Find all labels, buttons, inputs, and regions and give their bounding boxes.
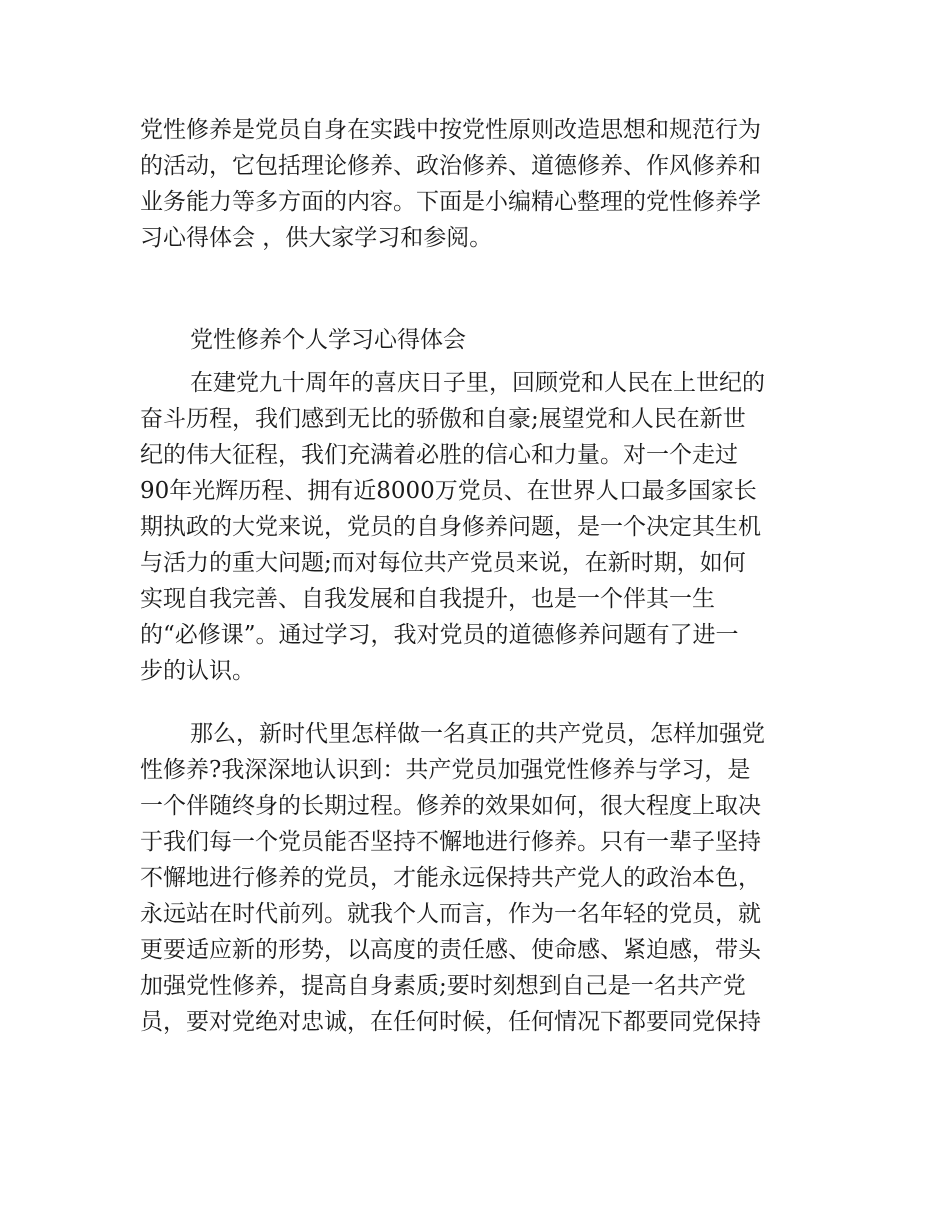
paragraph-line: 更要适应新的形势，以高度的责任感、使命感、紧迫感，带头 bbox=[140, 937, 761, 963]
paragraph-line: 奋斗历程，我们感到无比的骄傲和自豪;展望党和人民在新世 bbox=[140, 406, 746, 432]
paragraph-line: 90年光辉历程、拥有近8000万党员、在世界人口最多国家长 bbox=[140, 478, 757, 504]
paragraph-line: 加强党性修养，提高自身素质;要时刻想到自己是一名共产党 bbox=[140, 973, 746, 999]
section-title-block bbox=[140, 322, 820, 358]
intro-line: 党性修养是党员自身在实践中按党性原则改造思想和规范行为 bbox=[140, 117, 761, 143]
paragraph-line: 不懈地进行修养的党员，才能永远保持共产党人的政治本色， bbox=[140, 865, 761, 891]
paragraph-line: 永远站在时代前列。就我个人而言，作为一名年轻的党员，就 bbox=[140, 901, 761, 927]
paragraph-2 bbox=[140, 716, 820, 1040]
paragraph-line: 纪的伟大征程，我们充满着必胜的信心和力量。对一个走过 bbox=[140, 442, 738, 468]
paragraph-1 bbox=[140, 365, 820, 689]
intro-line: 业务能力等多方面的内容。下面是小编精心整理的党性修养学 bbox=[140, 189, 761, 215]
paragraph-line: 期执政的大党来说，党员的自身修养问题，是一个决定其生机 bbox=[140, 514, 761, 540]
paragraph-line: 与活力的重大问题;而对每位共产党员来说，在新时期，如何 bbox=[140, 550, 746, 576]
paragraph-line: 在建党九十周年的喜庆日子里，回顾党和人民在上世纪的 bbox=[190, 370, 765, 396]
paragraph-line: 员，要对党绝对忠诚，在任何时候，任何情况下都要同党保持 bbox=[140, 1009, 761, 1035]
paragraph-line: 一个伴随终身的长期过程。修养的效果如何，很大程度上取决 bbox=[140, 793, 761, 819]
paragraph-line: 步的认识。 bbox=[140, 658, 255, 684]
intro-line: 的活动，它包括理论修养、政治修养、道德修养、作风修养和 bbox=[140, 153, 761, 179]
paragraph-line: 那么，新时代里怎样做一名真正的共产党员，怎样加强党 bbox=[190, 721, 765, 747]
paragraph-line: 性修养?我深深地认识到：共产党员加强党性修养与学习，是 bbox=[140, 757, 751, 783]
section-title: 党性修养个人学习心得体会 bbox=[190, 327, 466, 353]
intro-line: 习心得体会 ，供大家学习和参阅。 bbox=[140, 225, 493, 251]
paragraph-line: 于我们每一个党员能否坚持不懈地进行修养。只有一辈子坚持 bbox=[140, 829, 761, 855]
paragraph-line: 实现自我完善、自我发展和自我提升，也是一个伴其一生 bbox=[140, 586, 715, 612]
intro-paragraph bbox=[140, 112, 820, 256]
paragraph-line: 的“必修课”。通过学习，我对党员的道德修养问题有了进一 bbox=[140, 622, 739, 648]
